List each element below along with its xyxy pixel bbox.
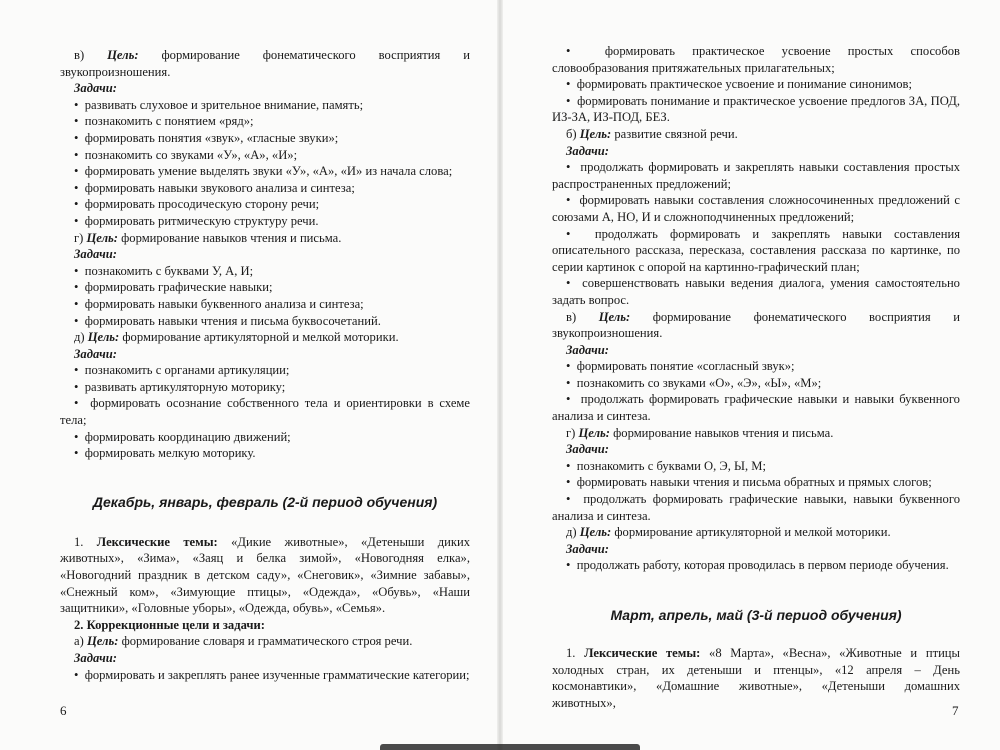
list-item: • формировать практическое усвоение простых способов словообразования притяжательных прилагательных;	[552, 43, 960, 76]
list-item: • познакомить с буквами У, А, И;	[60, 263, 470, 280]
list-item: • продолжать формировать и закреплять навыки составления простых распространенных предложений;	[552, 159, 960, 192]
list-item: • формировать понятие «согласный звук»;	[552, 358, 960, 375]
lexical-topics: 1. Лексические темы: «8 Марта», «Весна», «Животные и птицы холодных стран, их детеныши и птенцы», «12 апреля – День космонавтики», «Домашние животные», «Детеныши домашних животных»,	[552, 646, 961, 710]
tasks-label: Задачи:	[74, 651, 117, 665]
list-item: • формировать навыки звукового анализа и синтеза;	[60, 180, 470, 197]
list-item: • познакомить с понятием «ряд»;	[60, 113, 470, 130]
list-item: • продолжать формировать и закреплять навыки составления описательного рассказа, пересказа, составления рассказа по картинке, по серии картинок с опорой на картинно-графический план;	[552, 226, 960, 276]
section-title: Декабрь, январь, февраль (2-й период обучения)	[92, 493, 438, 510]
list-item: • формировать практическое усвоение и понимание синонимов;	[552, 76, 960, 93]
goal-g: г) Цель: формирование навыков чтения и письма.	[74, 230, 342, 245]
list-item: • формировать и закреплять ранее изученные грамматические категории;	[60, 667, 470, 684]
list-item: • формировать ритмическую структуру речи.	[60, 213, 470, 230]
list-item: • продолжать работу, которая проводилась в первом периоде обучения.	[552, 557, 960, 574]
list-item: • познакомить со звуками «У», «А», «И»;	[60, 147, 470, 164]
tasks-label: Задачи:	[566, 342, 609, 357]
list-item: • совершенствовать навыки ведения диалога, умения самостоятельно задать вопрос.	[552, 275, 960, 308]
list-item: • формировать мелкую моторику.	[60, 445, 470, 462]
goal-d: д) Цель: формирование артикуляторной и мелкой моторики.	[74, 330, 399, 345]
lexical-topics: 1. Лексические темы: «Дикие животные», «Детеныши диких животных», «Зима», «Заяц и белка зимой», «Новогодняя елка», «Новогодний праздник в детском саду», «Снеговик», «Зимние забавы», «Снежный ком», «Зимующие птицы», «Одежда», «Обувь», «Наши защитники», «Головные уборы», «Одежда, обувь», «Семья».	[60, 534, 470, 616]
list-item: • познакомить со звуками «О», «Э», «Ы», «М»;	[552, 375, 960, 392]
list-item: • познакомить с органами артикуляции;	[60, 362, 470, 379]
goal-b: б) Цель: развитие связной речи.	[566, 126, 738, 141]
list-item: • формировать координацию движений;	[60, 429, 470, 446]
list-item: • формировать навыки чтения и письма буквосочетаний.	[60, 313, 470, 330]
tasks-label: Задачи:	[74, 81, 117, 96]
tasks-label: Задачи:	[74, 247, 117, 262]
list-item: • формировать навыки составления сложносочиненных предложений с союзами А, НО, И и сложноподчиненных предложений;	[552, 192, 960, 225]
goal-d: д) Цель: формирование артикуляторной и мелкой моторики.	[566, 525, 891, 540]
list-item: • формировать навыки буквенного анализа и синтеза;	[60, 296, 470, 313]
page-number: 6	[60, 703, 67, 718]
tasks-label: Задачи:	[566, 541, 609, 556]
list-item: • формировать просодическую сторону речи;	[60, 196, 470, 213]
tasks-label: Задачи:	[566, 442, 609, 457]
list-item: • развивать артикуляторную моторику;	[60, 379, 470, 396]
goal-g: г) Цель: формирование навыков чтения и письма.	[566, 425, 834, 440]
tasks-label: Задачи:	[566, 143, 609, 158]
list-item: • формировать навыки чтения и письма обратных и прямых слогов;	[552, 474, 960, 491]
goal-v: в) Цель: формирование фонематического восприятия и звукопроизношения.	[552, 309, 960, 341]
section-title: Март, апрель, май (3-й период обучения)	[610, 607, 902, 623]
page-number: 7	[952, 703, 959, 718]
goal-v: в) Цель: формирование фонематического восприятия и звукопроизношения.	[60, 48, 470, 79]
list-item: • продолжать формировать графические навыки, навыки буквенного анализа и синтеза.	[552, 491, 960, 524]
list-item: • формировать осознание собственного тела и ориентировки в схеме тела;	[60, 395, 470, 428]
list-item: • продолжать формировать графические навыки и навыки буквенного анализа и синтеза.	[552, 391, 960, 424]
binding-shadow	[380, 744, 640, 750]
list-item: • познакомить с буквами О, Э, Ы, М;	[552, 458, 960, 475]
list-item: • формировать понятия «звук», «гласные звуки»;	[60, 130, 470, 147]
right-page	[500, 0, 1000, 750]
tasks-label: Задачи:	[74, 346, 117, 361]
list-item: • формировать понимание и практическое усвоение предлогов ЗА, ПОД, ИЗ-ЗА, ИЗ-ПОД, БЕЗ.	[552, 93, 960, 126]
correction-goals-heading: 2. Коррекционные цели и задачи:	[74, 617, 265, 632]
list-item: • формировать графические навыки;	[60, 279, 470, 296]
list-item: • развивать слуховое и зрительное внимание, память;	[60, 97, 470, 114]
goal-a: а) Цель: формирование словаря и грамматического строя речи.	[74, 634, 413, 649]
list-item: • формировать умение выделять звуки «У», «А», «И» из начала слова;	[60, 163, 470, 180]
